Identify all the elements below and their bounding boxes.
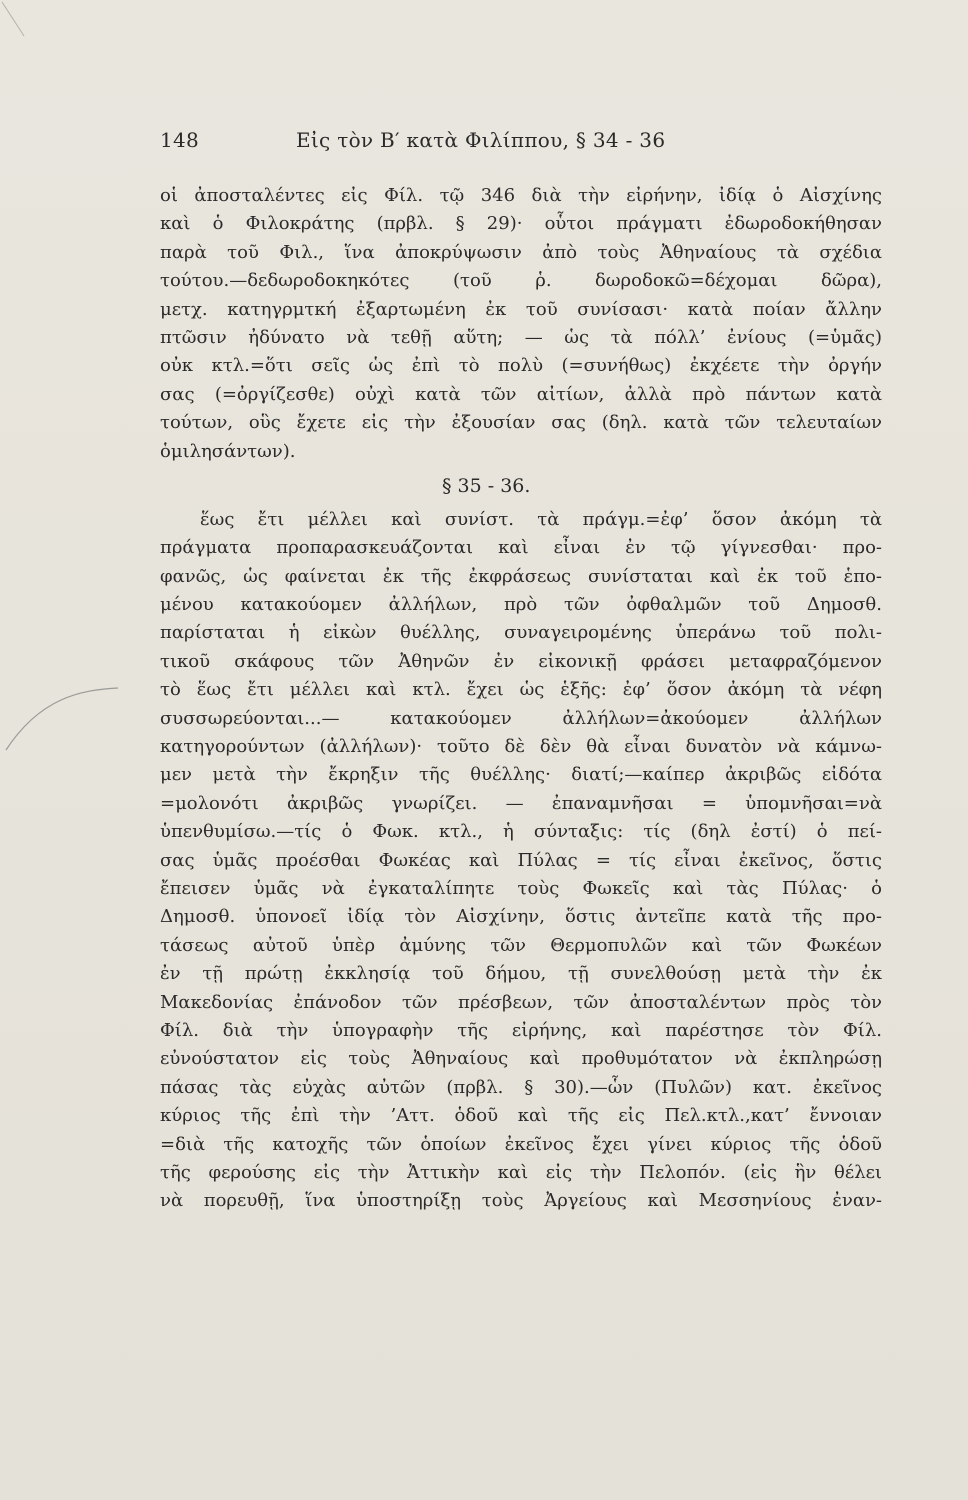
text-line: πράγματα προπαρασκευάζονται καὶ εἶναι ἐν τῷ γίγνεσθαι· προ-	[160, 537, 882, 559]
text-line: Φίλ. διὰ τὴν ὑπογραφὴν τῆς εἰρήνης, καὶ παρέστησε τὸν Φίλ.	[160, 1019, 882, 1041]
text-line: Μακεδονίας ἐπάνοδον τῶν πρέσβεων, τῶν ἀποσταλέντων πρὸς τὸν	[160, 991, 882, 1013]
text-line: ἕως ἔτι μέλλει καὶ συνίστ. τὰ πράγμ.=ἐφ’ ὅσον ἀκόμη τὰ	[200, 508, 882, 530]
text-line: μεν μετὰ τὴν ἔκρηξιν τῆς θυέλλης· διατί;—καίπερ ἀκριβῶς εἰδότα	[160, 764, 882, 786]
text-line: τούτου.—δεδωροδοκηκότες (τοῦ ῥ. δωροδοκῶ=δέχομαι δῶρα),	[160, 270, 882, 292]
page-body	[160, 182, 882, 1216]
text-line: ὑπενθυμίσω.—τίς ὁ Φωκ. κτλ., ἡ σύνταξις: τίς (δηλ ἐστί) ὁ πεί-	[160, 821, 882, 843]
text-line: τῆς φερούσης εἰς τὴν Ἀττικὴν καὶ εἰς τὴν Πελοπόν. (εἰς ἣν θέλει	[160, 1161, 882, 1183]
text-line: πάσας τὰς εὐχὰς αὐτῶν (πρβλ. § 30).—ὧν (Πυλῶν) κατ. ἐκεῖνος	[160, 1076, 882, 1098]
text-line: οἱ ἀποσταλέντες εἰς Φίλ. τῷ 346 διὰ τὴν εἰρήνην, ἰδίᾳ ὁ Αἰσχίνης	[160, 185, 882, 206]
text-line: κατηγορούντων (ἀλλήλων)· τοῦτο δὲ δὲν θὰ εἶναι δυνατὸν νὰ κάμνω-	[160, 736, 882, 758]
text-line: ἔπεισεν ὑμᾶς νὰ ἐγκαταλίπητε τοὺς Φωκεῖς καὶ τὰς Πύλας· ὁ	[160, 877, 882, 899]
text-line: φανῶς, ὡς φαίνεται ἐκ τῆς ἐκφράσεως συνίσταται καὶ ἐκ τοῦ ἑπο-	[160, 565, 882, 587]
text-line: τάσεως αὐτοῦ ὑπὲρ ἀμύνης τῶν Θερμοπυλῶν καὶ τῶν Φωκέων	[160, 934, 882, 956]
text-line: τὸ ἕως ἔτι μέλλει καὶ κτλ. ἔχει ὡς ἑξῆς: ἐφ’ ὅσον ἀκόμη τὰ νέφη	[160, 679, 882, 701]
text-line: οὐκ κτλ.=ὅτι σεῖς ὡς ἐπὶ τὸ πολὺ (=συνήθως) ἐκχέετε τὴν ὀργήν	[160, 355, 882, 377]
text-line: σας (=ὀργίζεσθε) οὐχὶ κατὰ τῶν αἰτίων, ἀλλὰ πρὸ πάντων κατὰ	[160, 383, 882, 405]
text-line: συσσωρεύονται...— κατακούομεν ἀλλήλων=ἀκούομεν ἀλλήλων	[160, 707, 882, 729]
text-line: πτῶσιν ἠδύνατο νὰ τεθῇ αὕτη; — ὡς τὰ πόλλ’ ἐνίους (=ὑμᾶς)	[160, 326, 882, 348]
text-line: σας ὑμᾶς προέσθαι Φωκέας καὶ Πύλας = τίς εἶναι ἐκεῖνος, ὅστις	[160, 849, 882, 871]
text-line: εὐνούστατον εἰς τοὺς Ἀθηναίους καὶ προθυμότατον νὰ ἐκπληρώσῃ	[160, 1048, 882, 1070]
text-line: μένου κατακούομεν ἀλλήλων, πρὸ τῶν ὀφθαλμῶν τοῦ Δημοσθ.	[160, 594, 882, 616]
text-line: ὁμιλησάντων).	[160, 440, 296, 462]
commentary-paragraph-1	[160, 182, 882, 466]
text-line: τικοῦ σκάφους τῶν Ἀθηνῶν ἐν εἰκονικῇ φράσει μεταφραζόμενον	[160, 650, 882, 672]
text-line: τούτων, οὓς ἔχετε εἰς τὴν ἐξουσίαν σας (δηλ. κατὰ τῶν τελευταίων	[160, 412, 882, 434]
page-header	[160, 128, 880, 158]
section-heading: § 35 - 36.	[442, 474, 531, 497]
text-line: παρὰ τοῦ Φιλ., ἵνα ἀποκρύψωσιν ἀπὸ τοὺς Ἀθηναίους τὰ σχέδια	[160, 241, 882, 263]
running-title: Εἰς τὸν Β′ κατὰ Φιλίππου, § 34 - 36	[296, 128, 666, 152]
text-line: Δημοσθ. ὑπονοεῖ ἰδίᾳ τὸν Αἰσχίνην, ὅστις ἀντεῖπε κατὰ τῆς προ-	[160, 906, 882, 928]
text-line: ἐν τῇ πρώτῃ ἐκκλησίᾳ τοῦ δήμου, τῇ συνελθούσῃ μετὰ τὴν ἐκ	[160, 963, 882, 985]
text-line: παρίσταται ἡ εἰκὼν θυέλλης, συναγειρομένης ὑπεράνω τοῦ πολι-	[160, 622, 882, 644]
text-line: κύριος τῆς ἐπὶ τὴν ’Αττ. ὁδοῦ καὶ τῆς εἰς Πελ.κτλ.,κατ’ ἔννοιαν	[160, 1105, 882, 1127]
pencil-mark-left	[0, 680, 120, 770]
text-line: μετχ. κατηγρμτκή ἐξαρτωμένη ἐκ τοῦ συνίσασι· κατὰ ποίαν ἄλλην	[160, 298, 882, 320]
pencil-mark-corner	[0, 0, 40, 40]
text-line: καὶ ὁ Φιλοκράτης (πρβλ. § 29)· οὗτοι πράγματι ἐδωροδοκήθησαν	[160, 213, 882, 235]
text-line: =διὰ τῆς κατοχῆς τῶν ὁποίων ἐκεῖνος ἔχει γίνει κύριος τῆς ὁδοῦ	[160, 1133, 882, 1155]
text-line: =μολονότι ἀκριβῶς γνωρίζει. — ἐπαναμνῆσαι = ὑπομνῆσαι=νὰ	[160, 792, 882, 814]
text-line: νὰ πορευθῇ, ἵνα ὑποστηρίξῃ τοὺς Ἀργείους καὶ Μεσσηνίους ἐναν-	[160, 1190, 882, 1212]
commentary-paragraph-2	[160, 506, 882, 1216]
page-number: 148	[160, 128, 200, 152]
